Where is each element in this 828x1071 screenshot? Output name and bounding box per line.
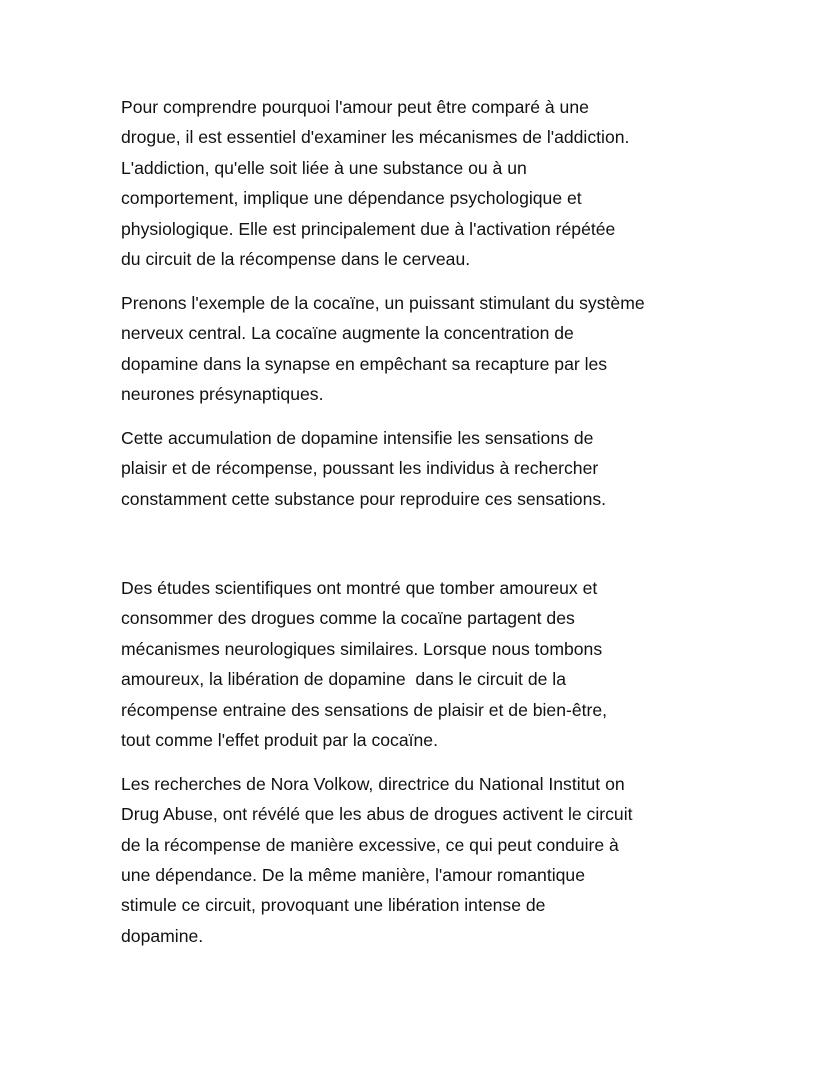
text-line: tout comme l'effet produit par la cocaïne. [121, 730, 438, 751]
text-line: Prenons l'exemple de la cocaïne, un puissant stimulant du système [121, 292, 645, 313]
text-line: neurones présynaptiques. [121, 384, 324, 405]
text-line: stimule ce circuit, provoquant une libération intense de [121, 895, 546, 916]
text-line: drogue, il est essentiel d'examiner les mécanismes de l'addiction. [121, 127, 630, 148]
text-line: mécanismes neurologiques similaires. Lorsque nous tombons [121, 638, 603, 659]
text-line: comportement, implique une dépendance psychologique et [121, 188, 582, 209]
text-line: plaisir et de récompense, poussant les individus à rechercher [121, 458, 599, 479]
text-line: dopamine. [121, 925, 204, 946]
text-line: dopamine dans la synapse en empêchant sa recapture par les [121, 353, 608, 374]
text-line: récompense entraine des sensations de plaisir et de bien-être, [121, 699, 608, 720]
paragraph [121, 288, 761, 410]
text-line: nerveux central. La cocaïne augmente la concentration de [121, 323, 574, 344]
text-line: L'addiction, qu'elle soit liée à une substance ou à un [121, 157, 527, 178]
text-line: consommer des drogues comme la cocaïne partagent des [121, 608, 575, 629]
text-line: Cette accumulation de dopamine intensifie les sensations de [121, 427, 594, 448]
paragraph [121, 573, 761, 755]
text-line: de la récompense de manière excessive, ce qui peut conduire à [121, 834, 619, 855]
text-line: constamment cette substance pour reproduire ces sensations. [121, 488, 607, 509]
text-line: amoureux, la libération de dopamine dans le circuit de la [121, 669, 566, 690]
text-line: une dépendance. De la même manière, l'amour romantique [121, 865, 585, 886]
text-line: Pour comprendre pourquoi l'amour peut être comparé à une [121, 97, 589, 117]
text-line: Les recherches de Nora Volkow, directrice du National Institut on [121, 773, 625, 794]
document-page [121, 92, 761, 965]
paragraph [121, 769, 761, 951]
text-line: Des études scientifiques ont montré que tomber amoureux et [121, 578, 598, 599]
text-line: physiologique. Elle est principalement due à l'activation répétée [121, 218, 616, 239]
paragraph [121, 423, 761, 514]
text-line: du circuit de la récompense dans le cerveau. [121, 248, 471, 269]
text-line: Drug Abuse, ont révélé que les abus de drogues activent le circuit [121, 804, 633, 825]
paragraph [121, 92, 761, 274]
